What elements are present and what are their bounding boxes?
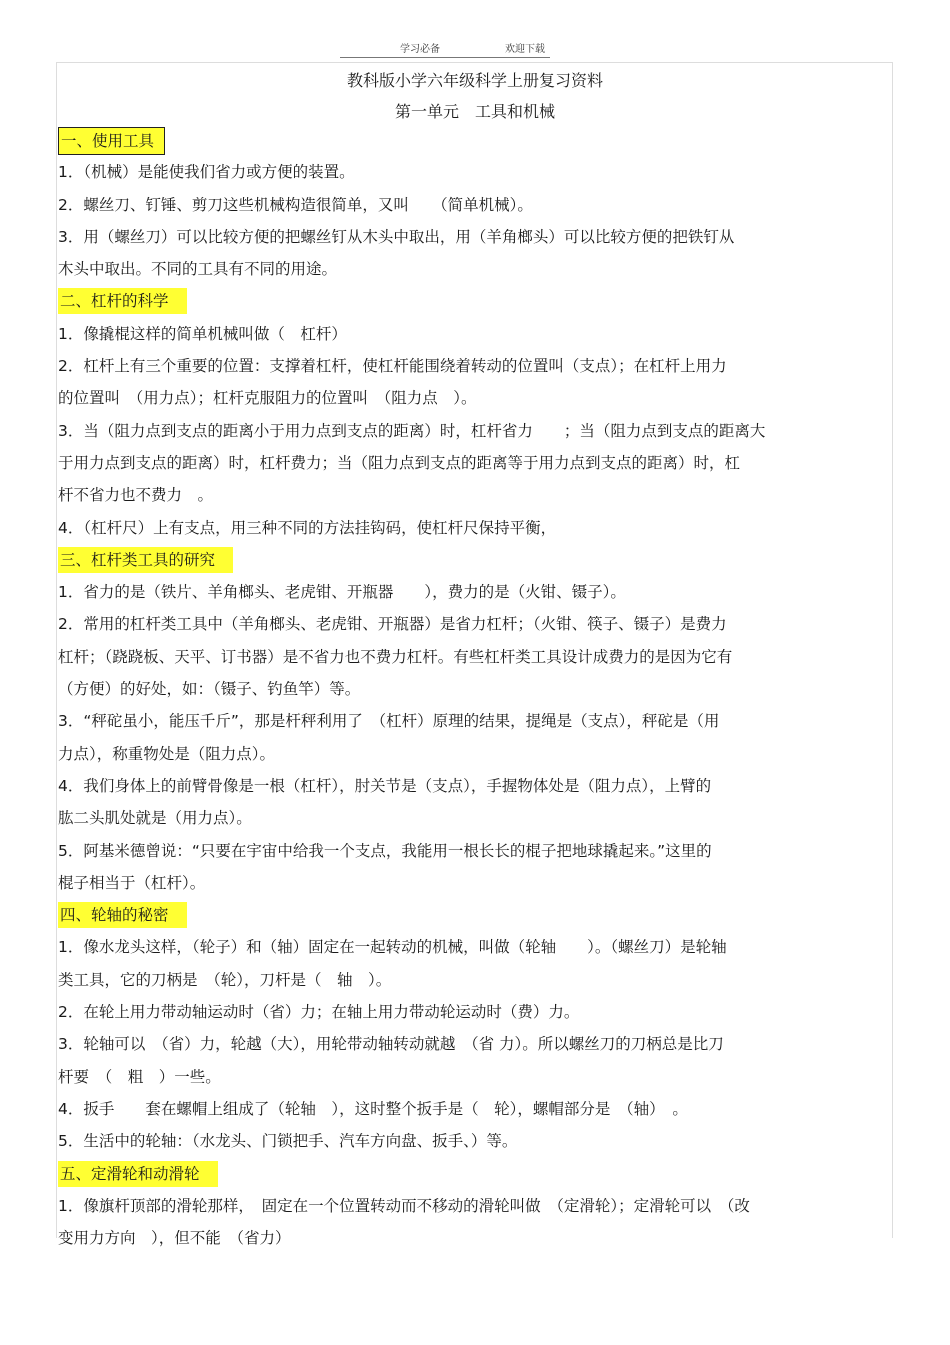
section-heading-text: 二、杠杆的科学 bbox=[58, 288, 187, 314]
text-line: 1．像旗杆顶部的滑轮那样， 固定在一个位置转动而不移动的滑轮叫做 （定滑轮）；定滑轮可以 （改 bbox=[58, 1196, 750, 1215]
text-line: 力点），称重物处是（阻力点）。 bbox=[58, 744, 276, 763]
text-line: 1．像水龙头这样，（轮子）和（轴）固定在一起转动的机械，叫做（轮轴 ）。（螺丝刀）是轮轴 bbox=[58, 938, 727, 957]
section-heading bbox=[58, 1158, 888, 1190]
text-line: 2．在轮上用力带动轴运动时（省）力；在轴上用力带动轮运动时（费）力。 bbox=[58, 1003, 580, 1022]
section-heading-text: 三、杠杆类工具的研究 bbox=[58, 547, 233, 573]
text-line: 杆不省力也不费力 。 bbox=[58, 486, 214, 505]
text-line: 肱二头肌处就是（用力点）。 bbox=[58, 809, 252, 828]
document-body bbox=[58, 124, 888, 1254]
text-line: 3．用（螺丝刀）可以比较方便的把螺丝钉从木头中取出，用（羊角榔头）可以比较方便的把铁钉从 bbox=[58, 227, 735, 246]
text-line: 4．我们身体上的前臂骨像是一根（杠杆），肘关节是（支点），手握物体处是（阻力点），上臂的 bbox=[58, 776, 712, 795]
text-line: 1．像撬棍这样的简单机械叫做（ 杠杆） bbox=[58, 324, 347, 343]
section-heading bbox=[58, 285, 888, 317]
section-heading-text: 五、定滑轮和动滑轮 bbox=[58, 1161, 218, 1187]
section-heading-text: 一、使用工具 bbox=[58, 127, 165, 155]
header-rule bbox=[340, 57, 550, 58]
text-line: （方便）的好处，如：（镊子、钓鱼竿）等。 bbox=[58, 680, 361, 699]
section-heading bbox=[58, 899, 888, 931]
text-line: 4．（杠杆尺）上有支点，用三种不同的方法挂钩码，使杠杆尺保持平衡， bbox=[58, 518, 557, 537]
header-right-text: 欢迎下载 bbox=[505, 44, 545, 55]
unit-title: 第一单元 工具和机械 bbox=[394, 102, 555, 121]
text-line: 4．扳手 套在螺帽上组成了（轮轴 ），这时整个扳手是（ 轮），螺帽部分是 （轴） 。 bbox=[58, 1099, 688, 1118]
section-heading bbox=[58, 544, 888, 576]
page-header bbox=[340, 36, 550, 58]
text-line: 3．“秤砣虽小，能压千斤”，那是杆秤利用了 （杠杆）原理的结果，提绳是（支点），秤砣是（用 bbox=[58, 712, 720, 731]
section-heading bbox=[58, 124, 888, 156]
text-line: 2．螺丝刀、钉锤、剪刀这些机械构造很简单，又叫 （简单机械）。 bbox=[58, 195, 533, 214]
text-line: 杆要 （ 粗 ）一些。 bbox=[58, 1067, 221, 1086]
text-line: 5．生活中的轮轴：（水龙头、门锁把手、汽车方向盘、扳手、）等。 bbox=[58, 1132, 518, 1151]
text-line: 棍子相当于（杠杆）。 bbox=[58, 873, 206, 892]
text-line: 5．阿基米德曾说：“只要在宇宙中给我一个支点，我能用一根长长的棍子把地球撬起来。”这里的 bbox=[58, 841, 712, 860]
text-line: 变用力方向 ），但不能 （省力） bbox=[58, 1229, 291, 1248]
text-line: 2．常用的杠杆类工具中（羊角榔头、老虎钳、开瓶器）是省力杠杆；（火钳、筷子、镊子）是费力 bbox=[58, 615, 727, 634]
text-line: 3．当（阻力点到支点的距离小于用力点到支点的距离）时，杠杆省力 ；当（阻力点到支点的距离大 bbox=[58, 421, 766, 440]
text-line: 类工具，它的刀柄是 （轮），刀杆是（ 轴 ）。 bbox=[58, 970, 392, 989]
text-line: 杠杆；（跷跷板、天平、订书器）是不省力也不费力杠杆。有些杠杆类工具设计成费力的是因为它有 bbox=[58, 647, 733, 666]
text-line: 2．杠杆上有三个重要的位置：支撑着杠杆，使杠杆能围绕着转动的位置叫（支点）；在杠杆上用力 bbox=[58, 357, 727, 376]
header-left-text: 学习必备 bbox=[400, 44, 440, 55]
document-title: 教科版小学六年级科学上册复习资料 bbox=[346, 71, 603, 90]
text-line: 1．（机械）是能使我们省力或方便的装置。 bbox=[58, 163, 355, 182]
section-heading-text: 四、轮轴的秘密 bbox=[58, 902, 187, 928]
text-line: 木头中取出。不同的工具有不同的用途。 bbox=[58, 260, 338, 279]
text-line: 的位置叫 （用力点）；杠杆克服阻力的位置叫 （阻力点 ）。 bbox=[58, 389, 477, 408]
text-line: 3．轮轴可以 （省）力，轮越（大），用轮带动轴转动就越 （省 力）。所以螺丝刀的刀柄总是比刀 bbox=[58, 1035, 724, 1054]
text-line: 1．省力的是（铁片、羊角榔头、老虎钳、开瓶器 ），费力的是（火钳、镊子）。 bbox=[58, 583, 626, 602]
text-line: 于用力点到支点的距离）时，杠杆费力；当（阻力点到支点的距离等于用力点到支点的距离）时，杠 bbox=[58, 453, 741, 472]
